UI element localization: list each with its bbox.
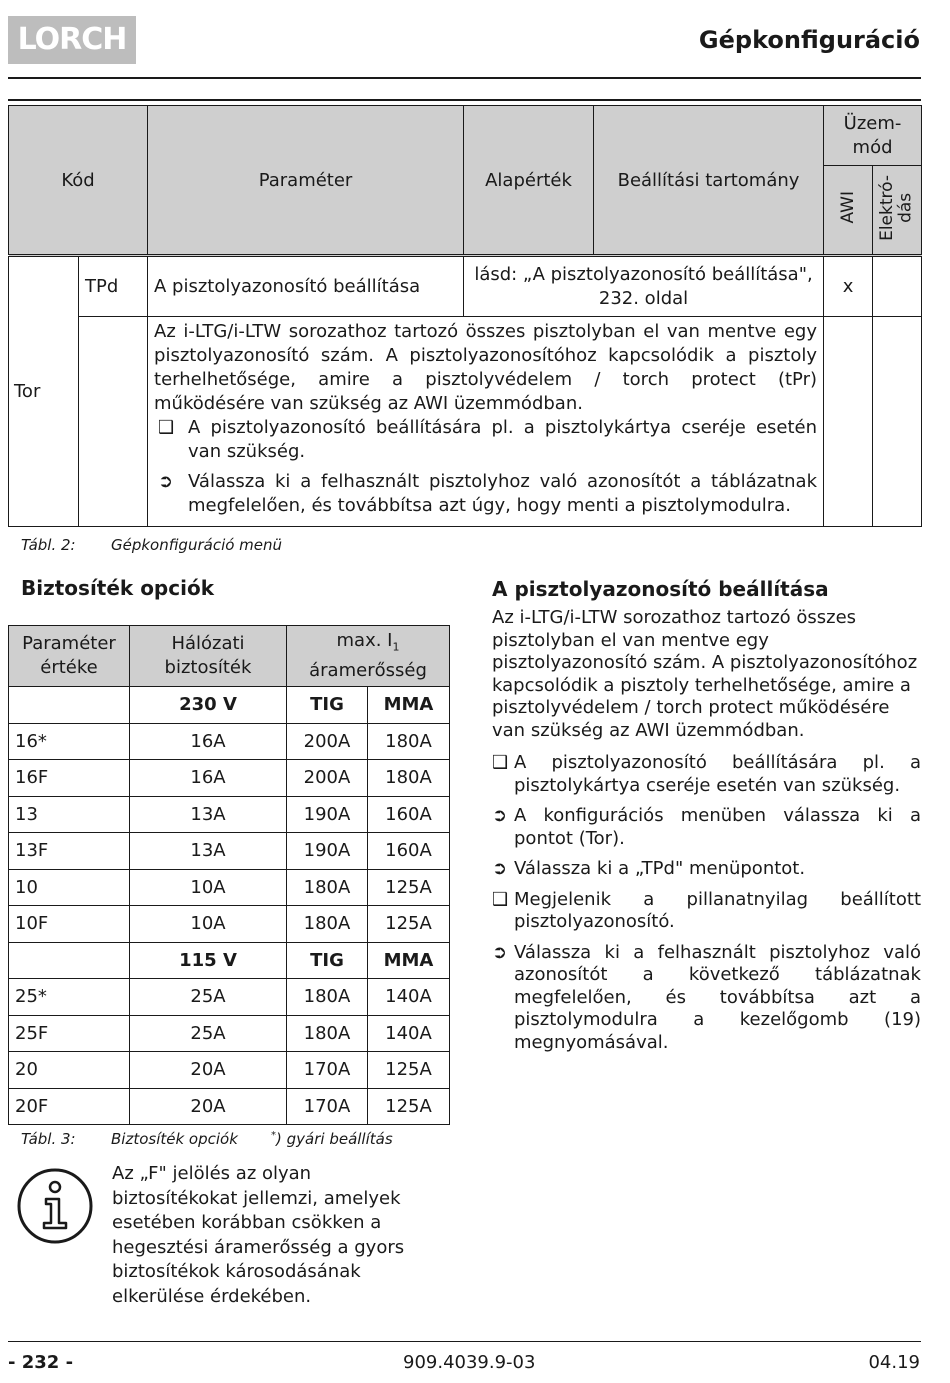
- cell-tig: 170A: [287, 1052, 368, 1089]
- cell-tig: 200A: [287, 723, 368, 760]
- cell-mma: 125A: [368, 906, 450, 943]
- cell-mma: 140A: [368, 979, 450, 1016]
- voltage-label: 115 V: [130, 942, 287, 979]
- header-awi: [824, 166, 873, 256]
- mma-label: MMA: [368, 942, 450, 979]
- elektrodas-label: Elektró- dás: [877, 174, 917, 241]
- table2-caption: [21, 536, 282, 554]
- checkbox-icon: ❑: [158, 417, 175, 438]
- table-row: [9, 833, 450, 870]
- description-paragraph: Az i-LTG/i-LTW sorozathoz tartozó összes pisztolyban el van mentve egy pisztolyazonosító szám. A pisztolyazonosítóhoz kapcsolódik a pisztoly terhelhetősége, amire a pisztolyvédelem / torch protect (tPr) működésére van szükség az AWI üzemmódban.: [154, 321, 818, 414]
- voltage-row: [9, 942, 450, 979]
- awi-label: AWI: [837, 191, 858, 224]
- cell-mma: 140A: [368, 1015, 450, 1052]
- voltage-row: [9, 687, 450, 724]
- cell-net: 13A: [130, 796, 287, 833]
- cell-tig: 200A: [287, 760, 368, 797]
- mma-label: MMA: [368, 687, 450, 724]
- table-top-rule: [8, 99, 921, 101]
- caption-number: Tábl. 2:: [21, 536, 76, 554]
- fuse-table: [8, 625, 450, 1125]
- list-item-text: Megjelenik a pillanatnyilag beállított pisztolyazonosító.: [514, 888, 921, 932]
- cell-mma: 125A: [368, 1052, 450, 1089]
- table-row: [9, 1015, 450, 1052]
- cell-param: 13F: [9, 833, 130, 870]
- cell-param: 16F: [9, 760, 130, 797]
- cell-net: 16A: [130, 723, 287, 760]
- cell-net: 10A: [130, 906, 287, 943]
- list-item-text: Válassza ki a „TPd" menüpontot.: [514, 858, 806, 879]
- description-bullet-text: A pisztolyazonosító beállítására pl. a pisztolykártya cseréje esetén van szükség.: [188, 417, 818, 462]
- fuse-header-max: [287, 626, 450, 687]
- page-number: - 232 -: [8, 1352, 74, 1373]
- cell-param: 13: [9, 796, 130, 833]
- cell-tig: 180A: [287, 1015, 368, 1052]
- description-bullet-text: Válassza ki a felhasznált pisztolyhoz való azonosítót a táblázatnak megfelelően, és továbbítsa azt úgy, hogy menti a pisztolymodulra.: [188, 471, 818, 516]
- cell-param: 10: [9, 869, 130, 906]
- table-row: [9, 869, 450, 906]
- fuse-header-net: Hálózati biztosíték: [130, 626, 287, 687]
- cell-tig: 170A: [287, 1088, 368, 1125]
- row-description: [148, 317, 824, 527]
- list-item-text: Válassza ki a felhasznált pisztolyhoz való azonosítót a következő táblázatnak megfelelően, és továbbítsa azt a pisztolymodulra a kezelőgomb (19) megnyomásával.: [514, 941, 921, 1053]
- caption-note-mark: *: [271, 1130, 276, 1141]
- cell-tig: 190A: [287, 833, 368, 870]
- row2-elektrodas: [873, 317, 922, 527]
- document-date: 04.19: [868, 1352, 920, 1373]
- table-row: [9, 1088, 450, 1125]
- caption-text: Biztosíték opciók: [111, 1130, 238, 1148]
- cell-param: 25F: [9, 1015, 130, 1052]
- list-item: [492, 889, 921, 934]
- cell-mma: 160A: [368, 796, 450, 833]
- cell-param: 20: [9, 1052, 130, 1089]
- row-awi: x: [824, 256, 873, 317]
- list-item: [492, 942, 921, 1055]
- list-item: [492, 858, 921, 881]
- arrow-icon: ➲: [492, 805, 508, 826]
- table-row: [9, 979, 450, 1016]
- fuse-header-max-sub: 1: [392, 640, 400, 654]
- table-row: [9, 723, 450, 760]
- table3-caption: [21, 1130, 393, 1148]
- row-param: A pisztolyazonosító beállítása: [148, 256, 464, 317]
- table-row: [9, 1052, 450, 1089]
- info-text: Az „F" jelölés az olyan biztosítékokat jellemzi, amelyek esetében korábban csökken a hegesztési áramerősség a gyors biztosítékok károsodásának elkerülése érdekében.: [112, 1163, 405, 1307]
- table-row: [9, 906, 450, 943]
- cell-mma: 160A: [368, 833, 450, 870]
- cell-param: 16*: [9, 723, 130, 760]
- list-item-text: A konfigurációs menüben válassza ki a pontot (Tor).: [514, 805, 921, 849]
- arrow-icon: ➲: [492, 941, 508, 963]
- cell-mma: 180A: [368, 723, 450, 760]
- cell-mma: 125A: [368, 869, 450, 906]
- cell-param: 20F: [9, 1088, 130, 1125]
- table-row: [9, 760, 450, 797]
- arrow-icon: ➲: [492, 858, 508, 879]
- header-kod: Kód: [9, 106, 148, 256]
- header-elektrodas: [873, 166, 922, 256]
- header-parameter: Paraméter: [148, 106, 464, 256]
- header-rule: [8, 77, 921, 79]
- cell-net: 13A: [130, 833, 287, 870]
- cell-net: 16A: [130, 760, 287, 797]
- cell-tig: 180A: [287, 869, 368, 906]
- cell-net: 25A: [130, 979, 287, 1016]
- lorch-logo: LORCH: [8, 16, 136, 64]
- caption-number: Tábl. 3:: [21, 1130, 76, 1148]
- fuse-header-max-pre: max. I: [336, 629, 393, 651]
- list-item-text: A pisztolyazonosító beállítására pl. a pisztolykártya cseréje esetén van szükség.: [514, 752, 921, 796]
- checkbox-icon: ❑: [492, 752, 509, 773]
- cell-param: 25*: [9, 979, 130, 1016]
- header-alapertek: Alapérték: [464, 106, 594, 256]
- right-paragraph: Az i-LTG/i-LTW sorozathoz tartozó összes pisztolyban el van mentve egy pisztolyazonosító szám. A pisztolyazonosítóhoz kapcsolódik a pisztoly terhelhetősége, amire a pisztolyvédelem / torch protect működésére van szükség az AWI üzemmódban.: [492, 607, 918, 741]
- list-item: [492, 805, 921, 850]
- row-elektrodas: [873, 256, 922, 317]
- description-bullet-check: [154, 416, 817, 464]
- document-number: 909.4039.9-03: [403, 1352, 536, 1373]
- checkbox-icon: ❑: [492, 888, 509, 910]
- row-default: lásd: „A pisztolyazonosító beállítása", 232. oldal: [464, 256, 824, 317]
- cell-mma: 180A: [368, 760, 450, 797]
- row-subcode-empty: [79, 317, 148, 527]
- cell-tig: 180A: [287, 979, 368, 1016]
- row2-awi: [824, 317, 873, 527]
- info-icon: [16, 1167, 94, 1245]
- right-heading: A pisztolyazonosító beállítása: [492, 577, 829, 601]
- right-section-body: [492, 607, 921, 1062]
- footer-rule: [8, 1341, 921, 1342]
- page-title: Gépkonfiguráció: [698, 26, 920, 54]
- description-bullet-arrow: [154, 470, 817, 518]
- cell-param: 10F: [9, 906, 130, 943]
- row-subcode: TPd: [79, 256, 148, 317]
- fuse-header-param: Paraméter értéke: [9, 626, 130, 687]
- cell-tig: 180A: [287, 906, 368, 943]
- fuse-heading: Biztosíték opciók: [21, 576, 214, 600]
- cell-mma: 125A: [368, 1088, 450, 1125]
- table-row: [9, 796, 450, 833]
- tig-label: TIG: [287, 942, 368, 979]
- config-table: [8, 105, 922, 527]
- voltage-label: 230 V: [130, 687, 287, 724]
- list-item: [492, 752, 921, 797]
- cell-net: 10A: [130, 869, 287, 906]
- row-code: Tor: [9, 256, 79, 527]
- header-uzemmod: Üzem- mód: [824, 106, 922, 166]
- cell-net: 20A: [130, 1052, 287, 1089]
- header-tartomany: Beállítási tartomány: [594, 106, 824, 256]
- cell-tig: 190A: [287, 796, 368, 833]
- caption-text: Gépkonfiguráció menü: [111, 536, 283, 554]
- cell-net: 25A: [130, 1015, 287, 1052]
- arrow-icon: ➲: [158, 471, 174, 492]
- caption-note: ) gyári beállítás: [276, 1130, 393, 1148]
- cell-net: 20A: [130, 1088, 287, 1125]
- fuse-header-max-post: áramerősség: [309, 660, 427, 682]
- tig-label: TIG: [287, 687, 368, 724]
